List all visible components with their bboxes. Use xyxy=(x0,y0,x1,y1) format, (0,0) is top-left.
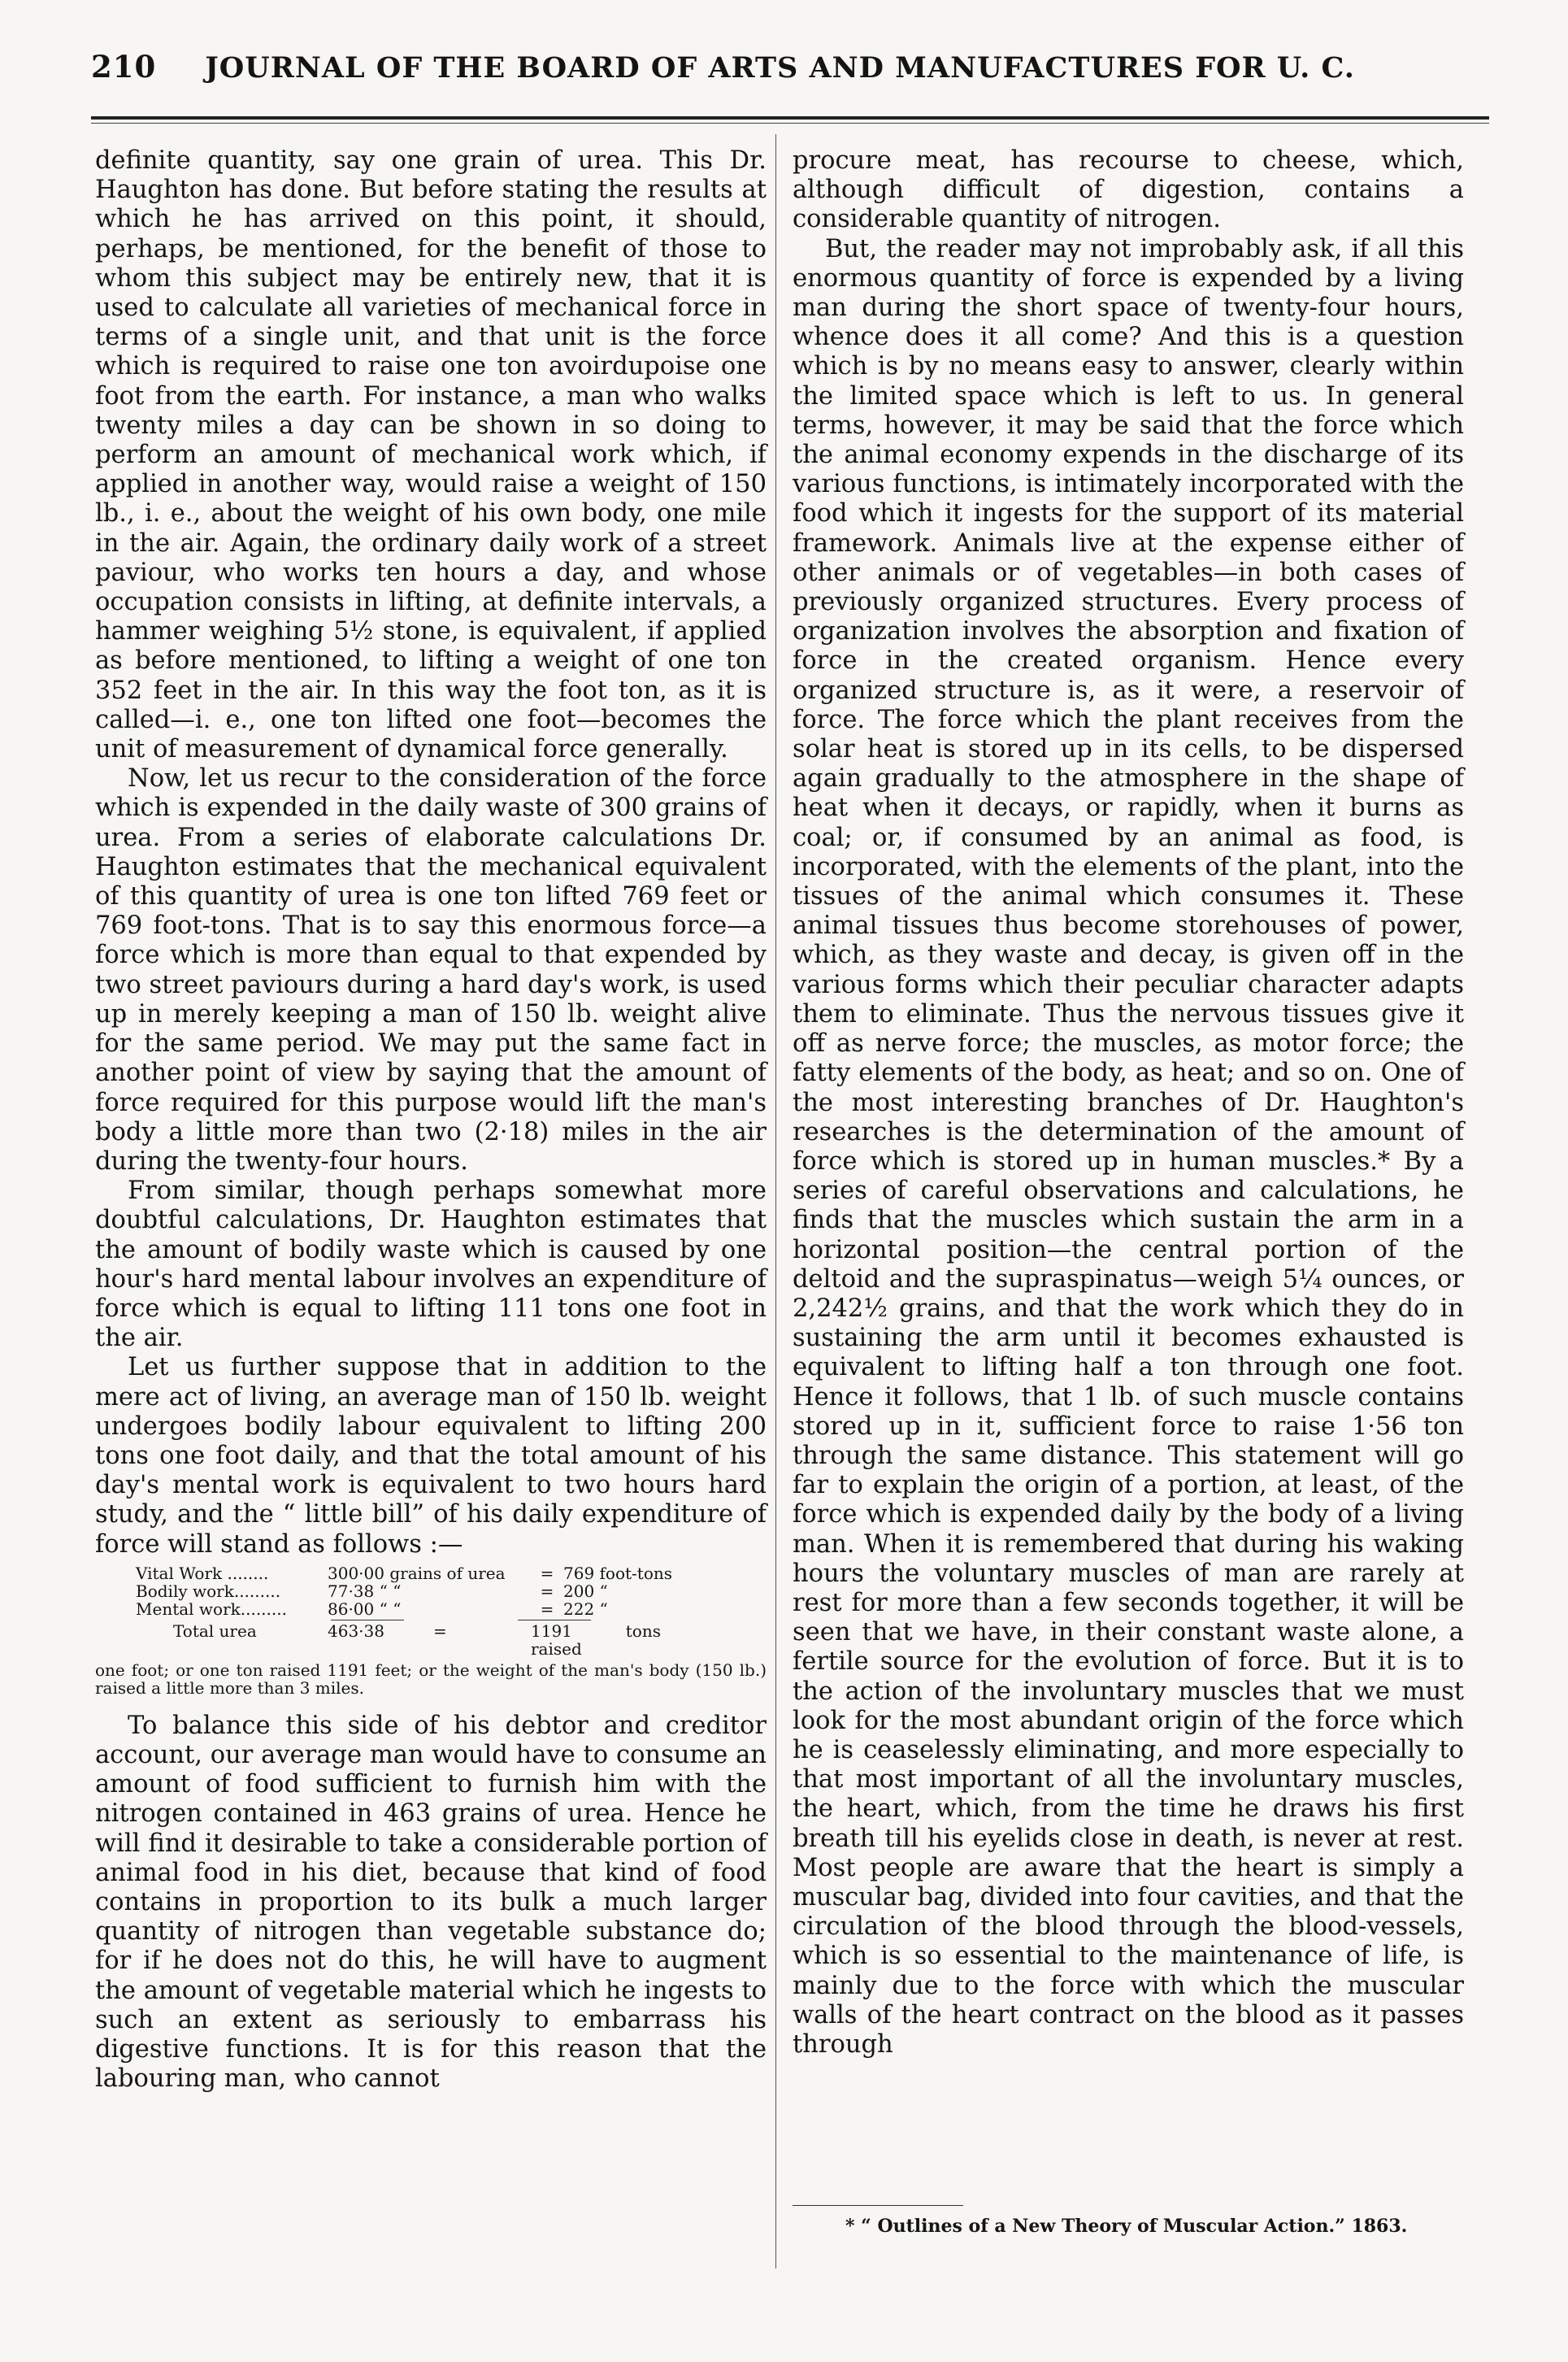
row-label: Mental work......... xyxy=(136,1599,287,1619)
table-note: one foot; or one ton raised 1191 feet; or the weight of the man's body (150 lb.) raised a little more than 3 miles. xyxy=(95,1659,767,1698)
row-tons: 769 foot-tons xyxy=(563,1563,673,1583)
table-row xyxy=(95,1582,767,1600)
table-row xyxy=(95,1564,767,1582)
paragraph: To balance this side of his debtor and creditor account, our average man would have to consume an amount of food sufficient to furnish him with the nitrogen contained in 463 grains of urea. Hence he will find it desirable to take a considerable portion of animal food in his diet, because that kind of food contains in proportion to its bulk a much larger quantity of nitrogen than vegetable substance do; for if he does not do this, he will have to augment the amount of vegetable material which he ingests to such an extent as seriously to embarrass his digestive functions. It is for this reason that the labouring man, who cannot xyxy=(95,1711,767,2094)
row-tons: 222 “ xyxy=(563,1599,608,1619)
table-total-row xyxy=(95,1622,767,1658)
total-tons: 1191 tons raised xyxy=(531,1620,661,1659)
footnote: * “ Outlines of a New Theory of Muscular Action.” 1863. xyxy=(845,2216,1408,2237)
row-grains: 300·00 grains of urea xyxy=(328,1563,506,1583)
page-number: 210 xyxy=(91,49,157,85)
header-rule-thin xyxy=(91,123,1489,124)
paragraph: procure meat, has recourse to cheese, which, although difficult of digestion, contains a considerable quantity of nitrogen. xyxy=(793,146,1464,234)
paragraph: Let us further suppose that in addition to the mere act of living, an average man of 150 lb. weight undergoes bodily labour equivalent to lifting 200 tons one foot daily, and that the total amount of his day's mental work is equivalent to two hours hard study, and the “ little bill” of his daily expenditure of force will stand as follows :— xyxy=(95,1353,767,1559)
paragraph: Now, let us recur to the consideration of the force which is expended in the daily waste of 300 grains of urea. From a series of elaborate calculations Dr. Haughton estimates that the mechanical equivalent of this quantity of urea is one ton lifted 769 feet or 769 foot-tons. That is to say this enormous force—a force which is more than equal to that expended by two street paviours during a hard day's work, is used up in merely keeping a man of 150 lb. weight alive for the same period. We may put the same fact in another point of view by saying that the amount of force required for this purpose would lift the man's body a little more than two (2·18) miles in the air during the twenty-four hours. xyxy=(95,764,767,1176)
total-equals: = xyxy=(433,1620,447,1641)
row-tons: 200 “ xyxy=(563,1581,608,1601)
total-grains: 463·38 xyxy=(328,1620,384,1641)
row-equals: = xyxy=(540,1599,554,1619)
force-expenditure-table xyxy=(95,1564,767,1658)
paragraph: From similar, though perhaps somewhat more doubtful calculations, Dr. Haughton estimates that the amount of bodily waste which is caused by one hour's hard mental labour involves an expenditure of force which is equal to lifting 111 tons one foot in the air. xyxy=(95,1177,767,1353)
column-divider xyxy=(775,134,776,2268)
left-column xyxy=(95,146,767,2094)
running-title: JOURNAL OF THE BOARD OF ARTS AND MANUFACTURES FOR U. C. xyxy=(205,51,1355,85)
paragraph: But, the reader may not improbably ask, if all this enormous quantity of force is expended by a living man during the short space of twenty-four hours, whence does it all come? And this is a question which is by no means easy to answer, clearly within the limited space which is left to us. In general terms, however, it may be said that the force which the animal economy expends in the discharge of its various functions, is intimately incorporated with the food which it ingests for the support of its material framework. Animals live at the expense either of other animals or of vegetables—in both cases of previously organized structures. Every process of organization involves the absorption and fixation of force in the created organism. Hence every organized structure is, as it were, a reservoir of force. The force which the plant receives from the solar heat is stored up in its cells, to be dispersed again gradually to the atmosphere in the shape of heat when it decays, or rapidly, when it burns as coal; or, if consumed by an animal as food, is incorporated, with the elements of the plant, into the tissues of the animal which consumes it. These animal tissues thus become storehouses of power, which, as they waste and decay, is given off in the various forms which their peculiar character adapts them to eliminate. Thus the nervous tissues give it off as nerve force; the muscles, as motor force; the fatty elements of the body, as heat; and so on. One of the most interesting branches of Dr. Haughton's researches is the determination of the amount of force which is stored up in human muscles.* By a series of careful observations and calculations, he finds that the muscles which sustain the arm in a horizontal position—the central portion of the deltoid and the supraspinatus—weigh 5¼ ounces, or 2,242½ grains, and that the work which they do in sustaining the arm until it becomes exhausted is equivalent to lifting half a ton through one foot. Hence it follows, that 1 lb. of such muscle contains stored up in it, sufficient force to raise 1·56 ton through the same distance. This statement will go far to explain the origin of a portion, at least, of the force which is expended daily by the body of a living man. When it is remembered that during his waking hours the voluntary muscles of man are rarely at rest for more than a few seconds together, it will be seen that we have, in their constant waste alone, a fertile source for the evolution of force. But it is to the action of the involuntary muscles that we must look for the most abundant origin of the force which he is ceaselessly eliminating, and more especially to that most important of all the involuntary muscles, the heart, which, from the time he draws his first breath till his eyelids close in death, is never at rest. Most people are aware that the heart is simply a muscular bag, divided into four cavities, and that the circulation of the blood through the blood-vessels, which is so essential to the maintenance of life, is mainly due to the force with which the muscular walls of the heart contract on the blood as it passes through xyxy=(793,234,1464,2059)
row-equals: = xyxy=(540,1581,554,1601)
table-row xyxy=(95,1600,767,1618)
footnote-rule xyxy=(793,2205,963,2206)
total-label: Total urea xyxy=(173,1620,257,1641)
right-column xyxy=(793,146,1464,2060)
row-grains: 77·38 “ “ xyxy=(328,1581,402,1601)
row-label: Vital Work ........ xyxy=(136,1563,269,1583)
row-label: Bodily work......... xyxy=(136,1581,281,1601)
header-rule xyxy=(91,116,1489,120)
row-equals: = xyxy=(540,1563,554,1583)
page-header xyxy=(91,49,1489,85)
paragraph: definite quantity, say one grain of urea. This Dr. Haughton has done. But before stating the results at which he has arrived on this point, it should, perhaps, be mentioned, for the benefit of those to whom this subject may be entirely new, that it is used to calculate all varieties of mechanical force in terms of a single unit, and that unit is the force which is required to raise one ton avoirdupoise one foot from the earth. For instance, a man who walks twenty miles a day can be shown in so doing to perform an amount of mechanical work which, if applied in another way, would raise a weight of 150 lb., i. e., about the weight of his own body, one mile in the air. Again, the ordinary daily work of a street paviour, who works ten hours a day, and whose occupation consists in lifting, at definite intervals, a hammer weighing 5½ stone, is equivalent, if applied as before mentioned, to lifting a weight of one ton 352 feet in the air. In this way the foot ton, as it is called—i. e., one ton lifted one foot—becomes the unit of measurement of dynamical force generally. xyxy=(95,146,767,764)
row-grains: 86·00 “ “ xyxy=(328,1599,402,1619)
